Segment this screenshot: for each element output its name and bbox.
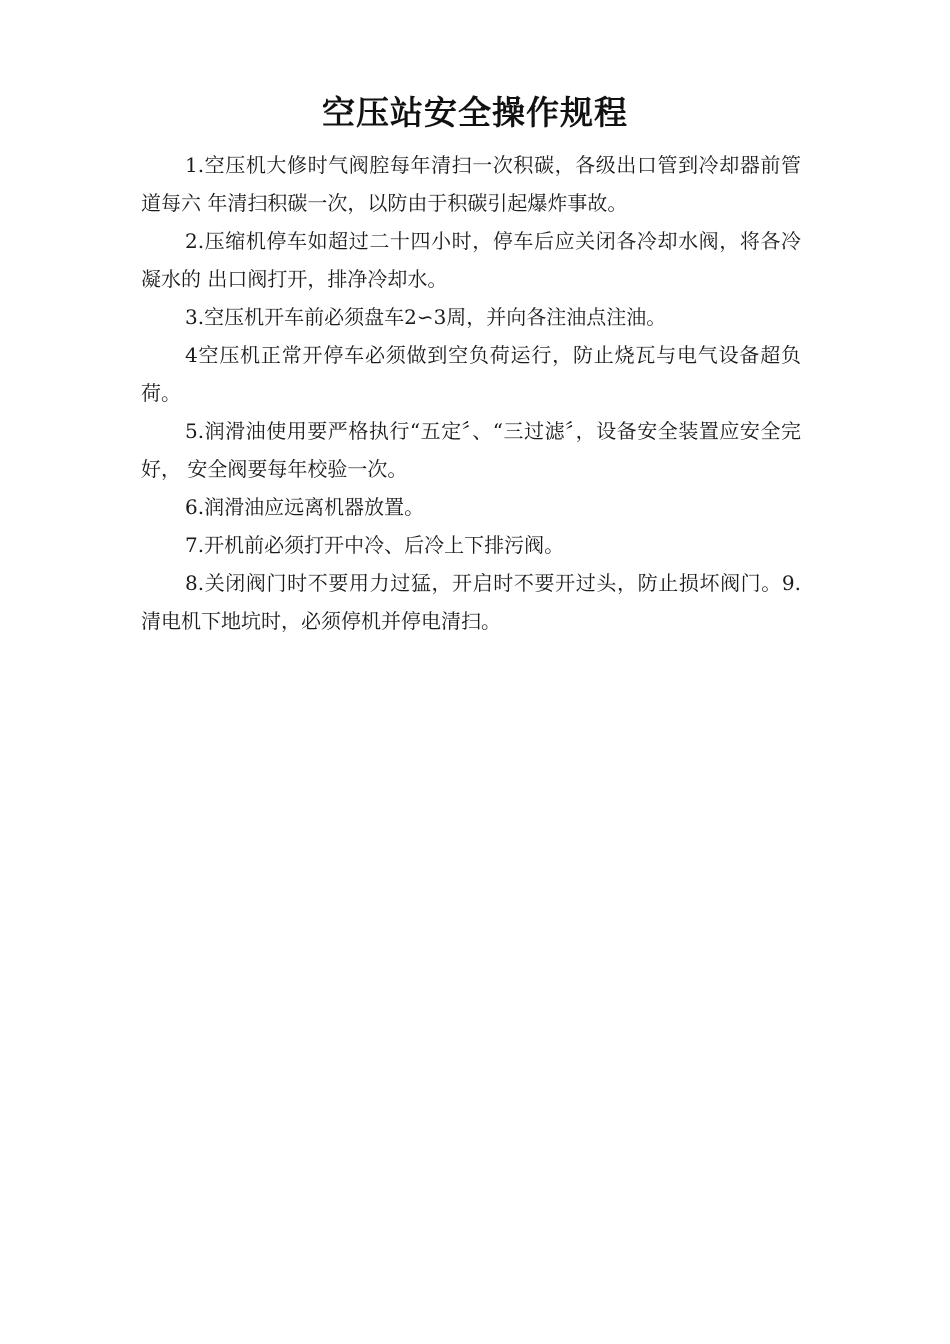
rule-paragraph-2: 2.压缩机停车如超过二十四小时，停车后应关闭各冷却水阀，将各冷凝水的 出口阀打开，排净冷却水。 — [141, 229, 801, 291]
rule-paragraph-5: 5.润滑油使用要严格执行“五定〞、“三过滤〞，设备安全装置应安全完好， 安全阀要每年校验一次。 — [141, 419, 801, 481]
rule-paragraph-1: 1.空压机大修时气阀腔每年清扫一次积碳，各级出口管到冷却器前管道每六 年清扫积碳一次，以防由于积碳引起爆炸事故。 — [141, 153, 801, 215]
document-body — [141, 146, 801, 640]
rule-paragraph-7: 7.开机前必须打开中冷、后冷上下排污阀。 — [185, 533, 565, 557]
rule-paragraph-3: 3.空压机开车前必须盘车2∽3周，并向各注油点注油。 — [185, 305, 667, 329]
page-title: 空压站安全操作规程 — [322, 93, 628, 132]
rule-paragraph-6: 6.润滑油应远离机器放置。 — [185, 495, 425, 519]
rule-paragraph-8: 8.关闭阀门时不要用力过猛，开启时不要开过头，防止损坏阀门。9.清电机下地坑时，必须停机并停电清扫。 — [141, 571, 801, 633]
rule-paragraph-4: 4空压机正常开停车必须做到空负荷运行，防止烧瓦与电气设备超负荷。 — [141, 343, 801, 405]
